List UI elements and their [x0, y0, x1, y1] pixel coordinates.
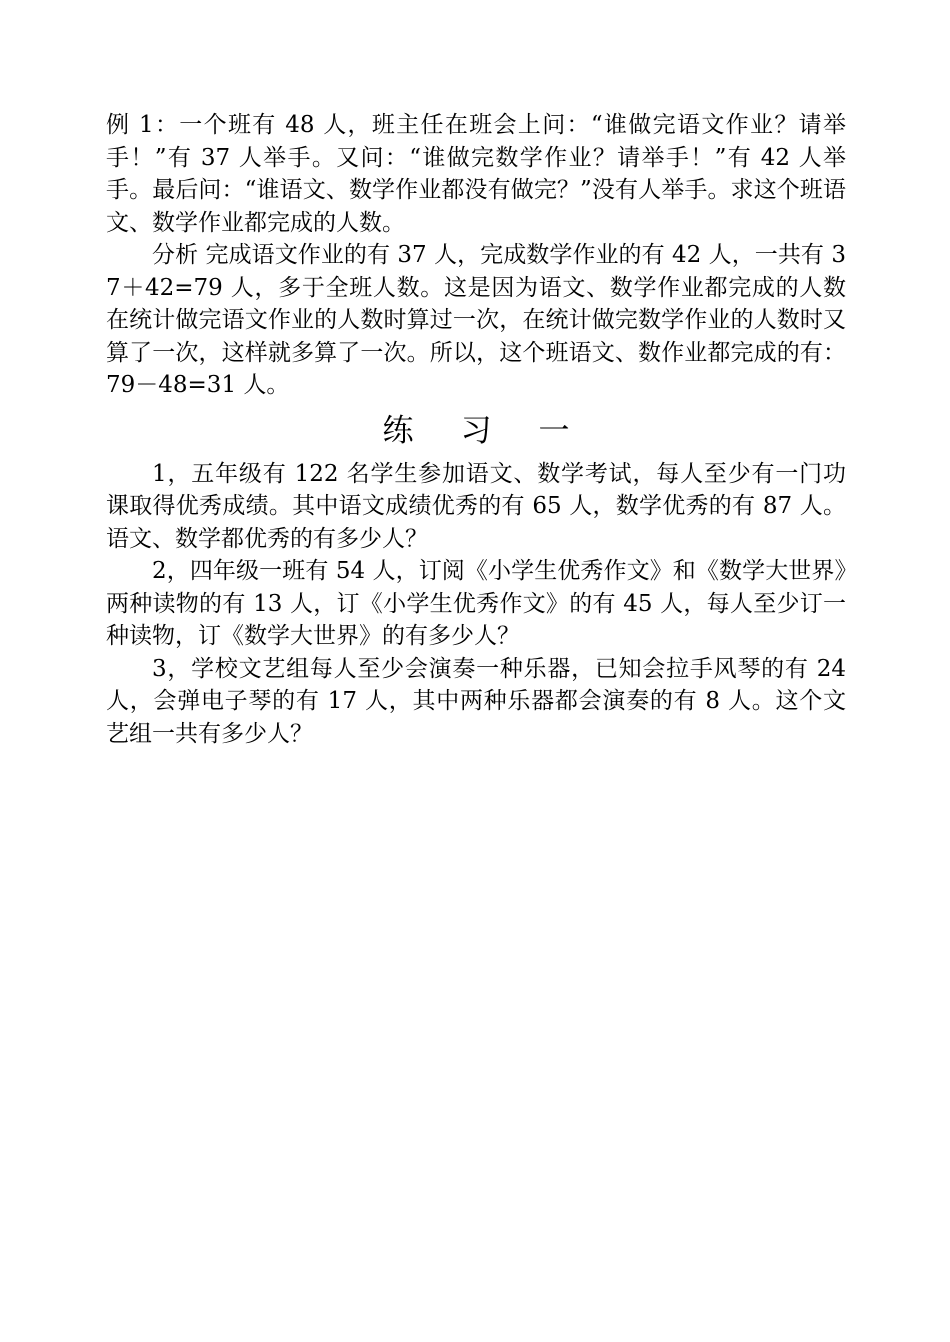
document-page: [106, 109, 846, 750]
example-analysis: 分析 完成语文作业的有 37 人，完成数学作业的有 42 人，一共有 37＋42=79 人，多于全班人数。这是因为语文、数学作业都完成的人数在统计做完语文作业的人数时算过一次，在统计做完数学作业的人数时又算了一次，这样就多算了一次。所以，这个班语文、数作业都完成的有：79－48=31 人。: [106, 242, 846, 398]
example-question: 例 1：一个班有 48 人，班主任在班会上问：“谁做完语文作业？请举手！”有 37 人举手。又问：“谁做完数学作业？请举手！”有 42 人举手。最后问：“谁语文、数学作业都没有做完？”没有人举手。求这个班语文、数学作业都完成的人数。: [106, 112, 846, 236]
exercise-item-3: 3，学校文艺组每人至少会演奏一种乐器，已知会拉手风琴的有 24 人，会弹电子琴的有 17 人，其中两种乐器都会演奏的有 8 人。这个文艺组一共有多少人？: [106, 655, 846, 747]
exercise-item-2: 2，四年级一班有 54 人，订阅《小学生优秀作文》和《数学大世界》两种读物的有 13 人，订《小学生优秀作文》的有 45 人，每人至少订一种读物，订《数学大世界》的有多少人？: [106, 558, 846, 649]
exercise-item-1: 1，五年级有 122 名学生参加语文、数学考试，每人至少有一门功课取得优秀成绩。其中语文成绩优秀的有 65 人，数学优秀的有 87 人。语文、数学都优秀的有多少人？: [106, 460, 846, 552]
exercise-title: 练 习 一: [382, 412, 589, 449]
